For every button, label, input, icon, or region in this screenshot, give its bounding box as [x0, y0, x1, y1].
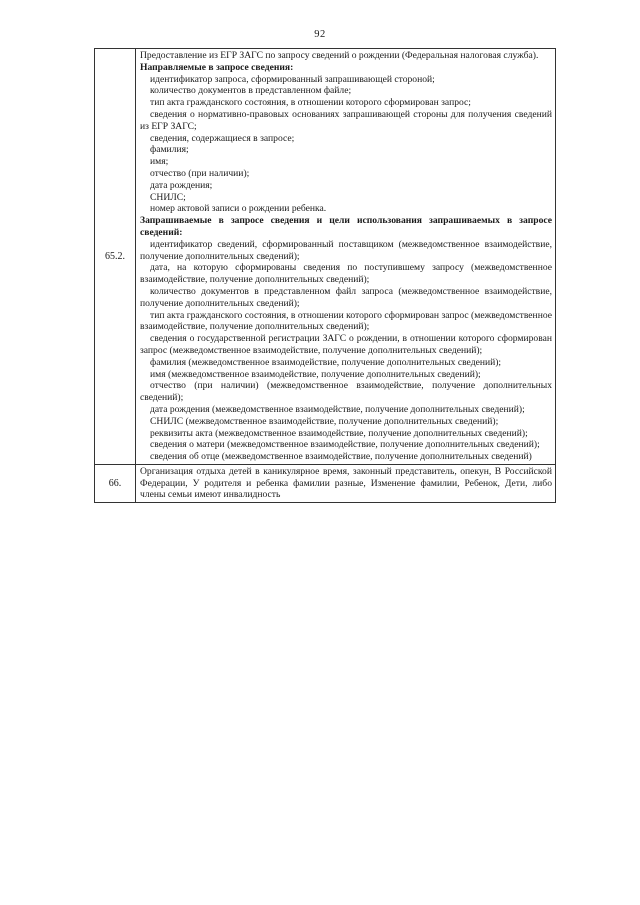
paragraph: дата рождения (межведомственное взаимодействие, получение дополнительных сведений); — [150, 403, 525, 415]
paragraph: сведения, содержащиеся в запросе; — [150, 132, 295, 144]
paragraph: фамилия; — [150, 144, 189, 156]
paragraph: тип акта гражданского состояния, в отношении которого сформирован запрос (межведомственное взаимодействие, получение дополнительных сведений); — [140, 309, 552, 333]
paragraph: фамилия (межведомственное взаимодействие, получение дополнительных сведений); — [150, 356, 502, 368]
row-number: 66. — [95, 464, 136, 502]
paragraph: номер актовой записи о рождении ребенка. — [150, 203, 327, 215]
row-content — [136, 464, 556, 502]
paragraph: Организация отдыха детей в каникулярное время, законный представитель, опекун, В Российской Федерации, У родителя и ребенка фамилии разные, Изменение фамилии, Ребенок, Дети, либо члены семьи имеют инвалидность — [140, 465, 552, 501]
table-row — [95, 464, 556, 502]
paragraph: тип акта гражданского состояния, в отношении которого сформирован запрос; — [150, 97, 471, 109]
paragraph: СНИЛС; — [150, 191, 186, 203]
paragraph: реквизиты акта (межведомственное взаимодействие, получение дополнительных сведений); — [150, 427, 528, 439]
paragraph: идентификатор запроса, сформированный запрашивающей стороной; — [150, 73, 435, 85]
paragraph: дата рождения; — [150, 179, 213, 191]
paragraph: сведения о матери (межведомственное взаимодействие, получение дополнительных сведений); — [150, 439, 540, 451]
paragraph: сведения о государственной регистрации ЗАГС о рождении, в отношении которого сформирован запрос (межведомственное взаимодействие, получение дополнительных сведений); — [140, 333, 552, 356]
section-heading: Запрашиваемые в запросе сведения и цели использования запрашиваемых в запросе сведений: — [140, 215, 552, 238]
paragraph: сведения об отце (межведомственное взаимодействие, получение дополнительных сведений) — [150, 451, 532, 463]
row-content — [136, 49, 556, 465]
paragraph: количество документов в представленном файл запроса (межведомственное взаимодействие, получение дополнительных сведений); — [140, 285, 552, 309]
paragraph: отчество (при наличии); — [150, 167, 250, 179]
row-number: 65.2. — [95, 49, 136, 465]
paragraph: дата, на которую сформированы сведения по поступившему запросу (межведомственное взаимодействие, получение дополнительных сведений); — [140, 262, 552, 286]
paragraph: идентификатор сведений, сформированный поставщиком (межведомственное взаимодействие, получение дополнительных сведений); — [140, 238, 552, 262]
paragraph: количество документов в представленном файле; — [150, 85, 352, 97]
paragraph: Предоставление из ЕГР ЗАГС по запросу сведений о рождении (Федеральная налоговая служба). — [140, 50, 539, 61]
paragraph: отчество (при наличии) (межведомственное взаимодействие, получение дополнительных сведений); — [140, 380, 552, 404]
paragraph: СНИЛС (межведомственное взаимодействие, получение дополнительных сведений); — [150, 415, 499, 427]
paragraph: имя; — [150, 156, 169, 168]
section-heading: Направляемые в запросе сведения: — [140, 61, 294, 73]
table-row — [95, 49, 556, 465]
paragraph: сведения о нормативно-правовых основаниях запрашивающей стороны для получения сведений из ЕГР ЗАГС; — [140, 108, 552, 132]
table-body — [95, 49, 556, 503]
page-number: 92 — [314, 29, 326, 40]
paragraph: имя (межведомственное взаимодействие, получение дополнительных сведений); — [150, 368, 481, 380]
document-table — [94, 48, 556, 503]
